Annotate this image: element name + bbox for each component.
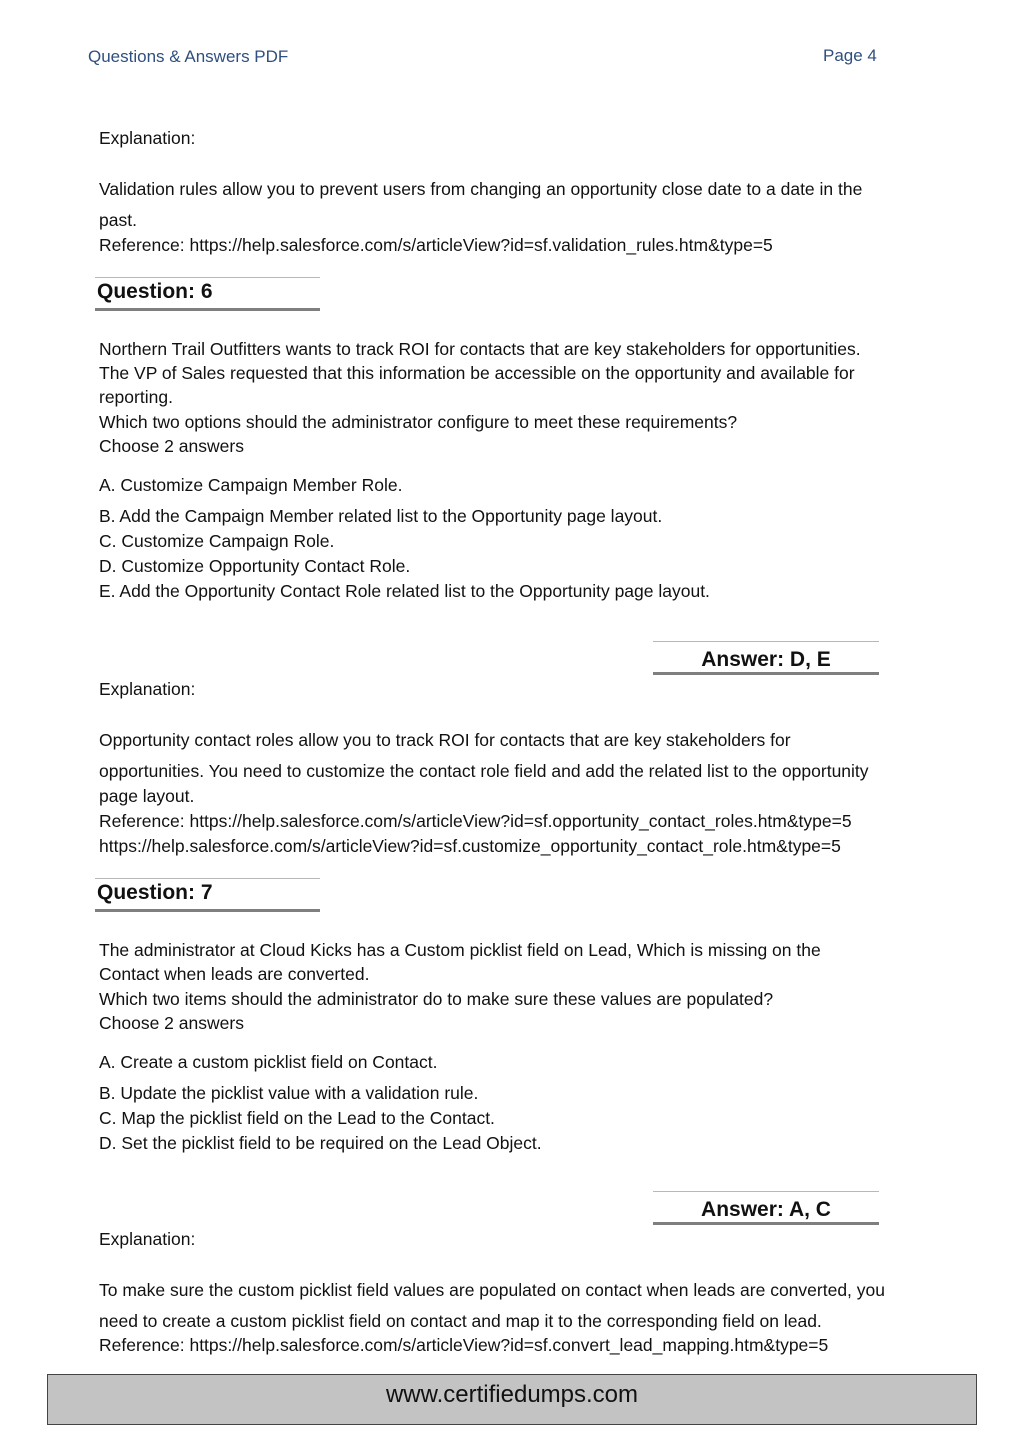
reference-line: Reference: https://help.salesforce.com/s/articleView?id=sf.convert_lead_mapping.htm&type=5 [99,1335,829,1355]
question-text-line: Which two options should the administrator configure to meet these requirements? [99,412,738,432]
question-text-line: Choose 2 answers [99,1013,244,1033]
answer-box-6 [653,641,879,675]
explanation-line: Opportunity contact roles allow you to track ROI for contacts that are key stakeholders for [99,730,791,750]
question-text-line: The VP of Sales requested that this information be accessible on the opportunity and available for [99,363,855,383]
explanation-line: page layout. [99,786,195,806]
explanation-label: Explanation: [99,128,196,148]
question-text-line: Which two items should the administrator do to make sure these values are populated? [99,989,774,1009]
answer-option-b: B. Add the Campaign Member related list to the Opportunity page layout. [99,506,663,526]
answer-box-7 [653,1191,879,1225]
question-title: Question: 7 [97,881,213,904]
answer-option-d: D. Customize Opportunity Contact Role. [99,556,411,576]
document-title: Questions & Answers PDF [88,47,289,66]
answer-option-e: E. Add the Opportunity Contact Role related list to the Opportunity page layout. [99,581,710,601]
question-text-line: Choose 2 answers [99,436,244,456]
answer-option-a: A. Customize Campaign Member Role. [99,475,403,495]
question-title: Question: 6 [97,280,213,303]
answer-option-c: C. Customize Campaign Role. [99,531,335,551]
explanation-line: To make sure the custom picklist field values are populated on contact when leads are converted, you [99,1280,885,1300]
answer-text: Answer: A, C [701,1198,831,1221]
explanation-line: past. [99,210,137,230]
page-number: Page 4 [823,46,877,65]
question-heading-6 [95,277,320,311]
explanation-label: Explanation: [99,679,196,699]
question-text-line: Contact when leads are converted. [99,964,370,984]
footer-url[interactable]: www.certifiedumps.com [385,1381,639,1408]
answer-option-d: D. Set the picklist field to be required on the Lead Object. [99,1133,542,1153]
question-text-line: The administrator at Cloud Kicks has a Custom picklist field on Lead, Which is missing on the [99,940,821,960]
question-text-line: reporting. [99,387,173,407]
explanation-line: opportunities. You need to customize the contact role field and add the related list to the opportunity [99,761,869,781]
question-heading-7 [95,878,320,912]
answer-option-c: C. Map the picklist field on the Lead to the Contact. [99,1108,495,1128]
question-text-line: Northern Trail Outfitters wants to track ROI for contacts that are key stakeholders for opportunities. [99,339,861,359]
reference-line: Reference: https://help.salesforce.com/s/articleView?id=sf.opportunity_contact_roles.htm&type=5 [99,811,852,831]
explanation-line: Validation rules allow you to prevent users from changing an opportunity close date to a date in the [99,179,863,199]
answer-option-a: A. Create a custom picklist field on Contact. [99,1052,438,1072]
answer-text: Answer: D, E [701,648,831,671]
explanation-line: need to create a custom picklist field on contact and map it to the corresponding field on lead. [99,1311,822,1331]
reference-line: Reference: https://help.salesforce.com/s/articleView?id=sf.validation_rules.htm&type=5 [99,235,773,255]
answer-option-b: B. Update the picklist value with a validation rule. [99,1083,479,1103]
reference-line: https://help.salesforce.com/s/articleView?id=sf.customize_opportunity_contact_role.htm&type=5 [99,836,841,856]
footer-banner [47,1374,977,1425]
explanation-label: Explanation: [99,1229,196,1249]
